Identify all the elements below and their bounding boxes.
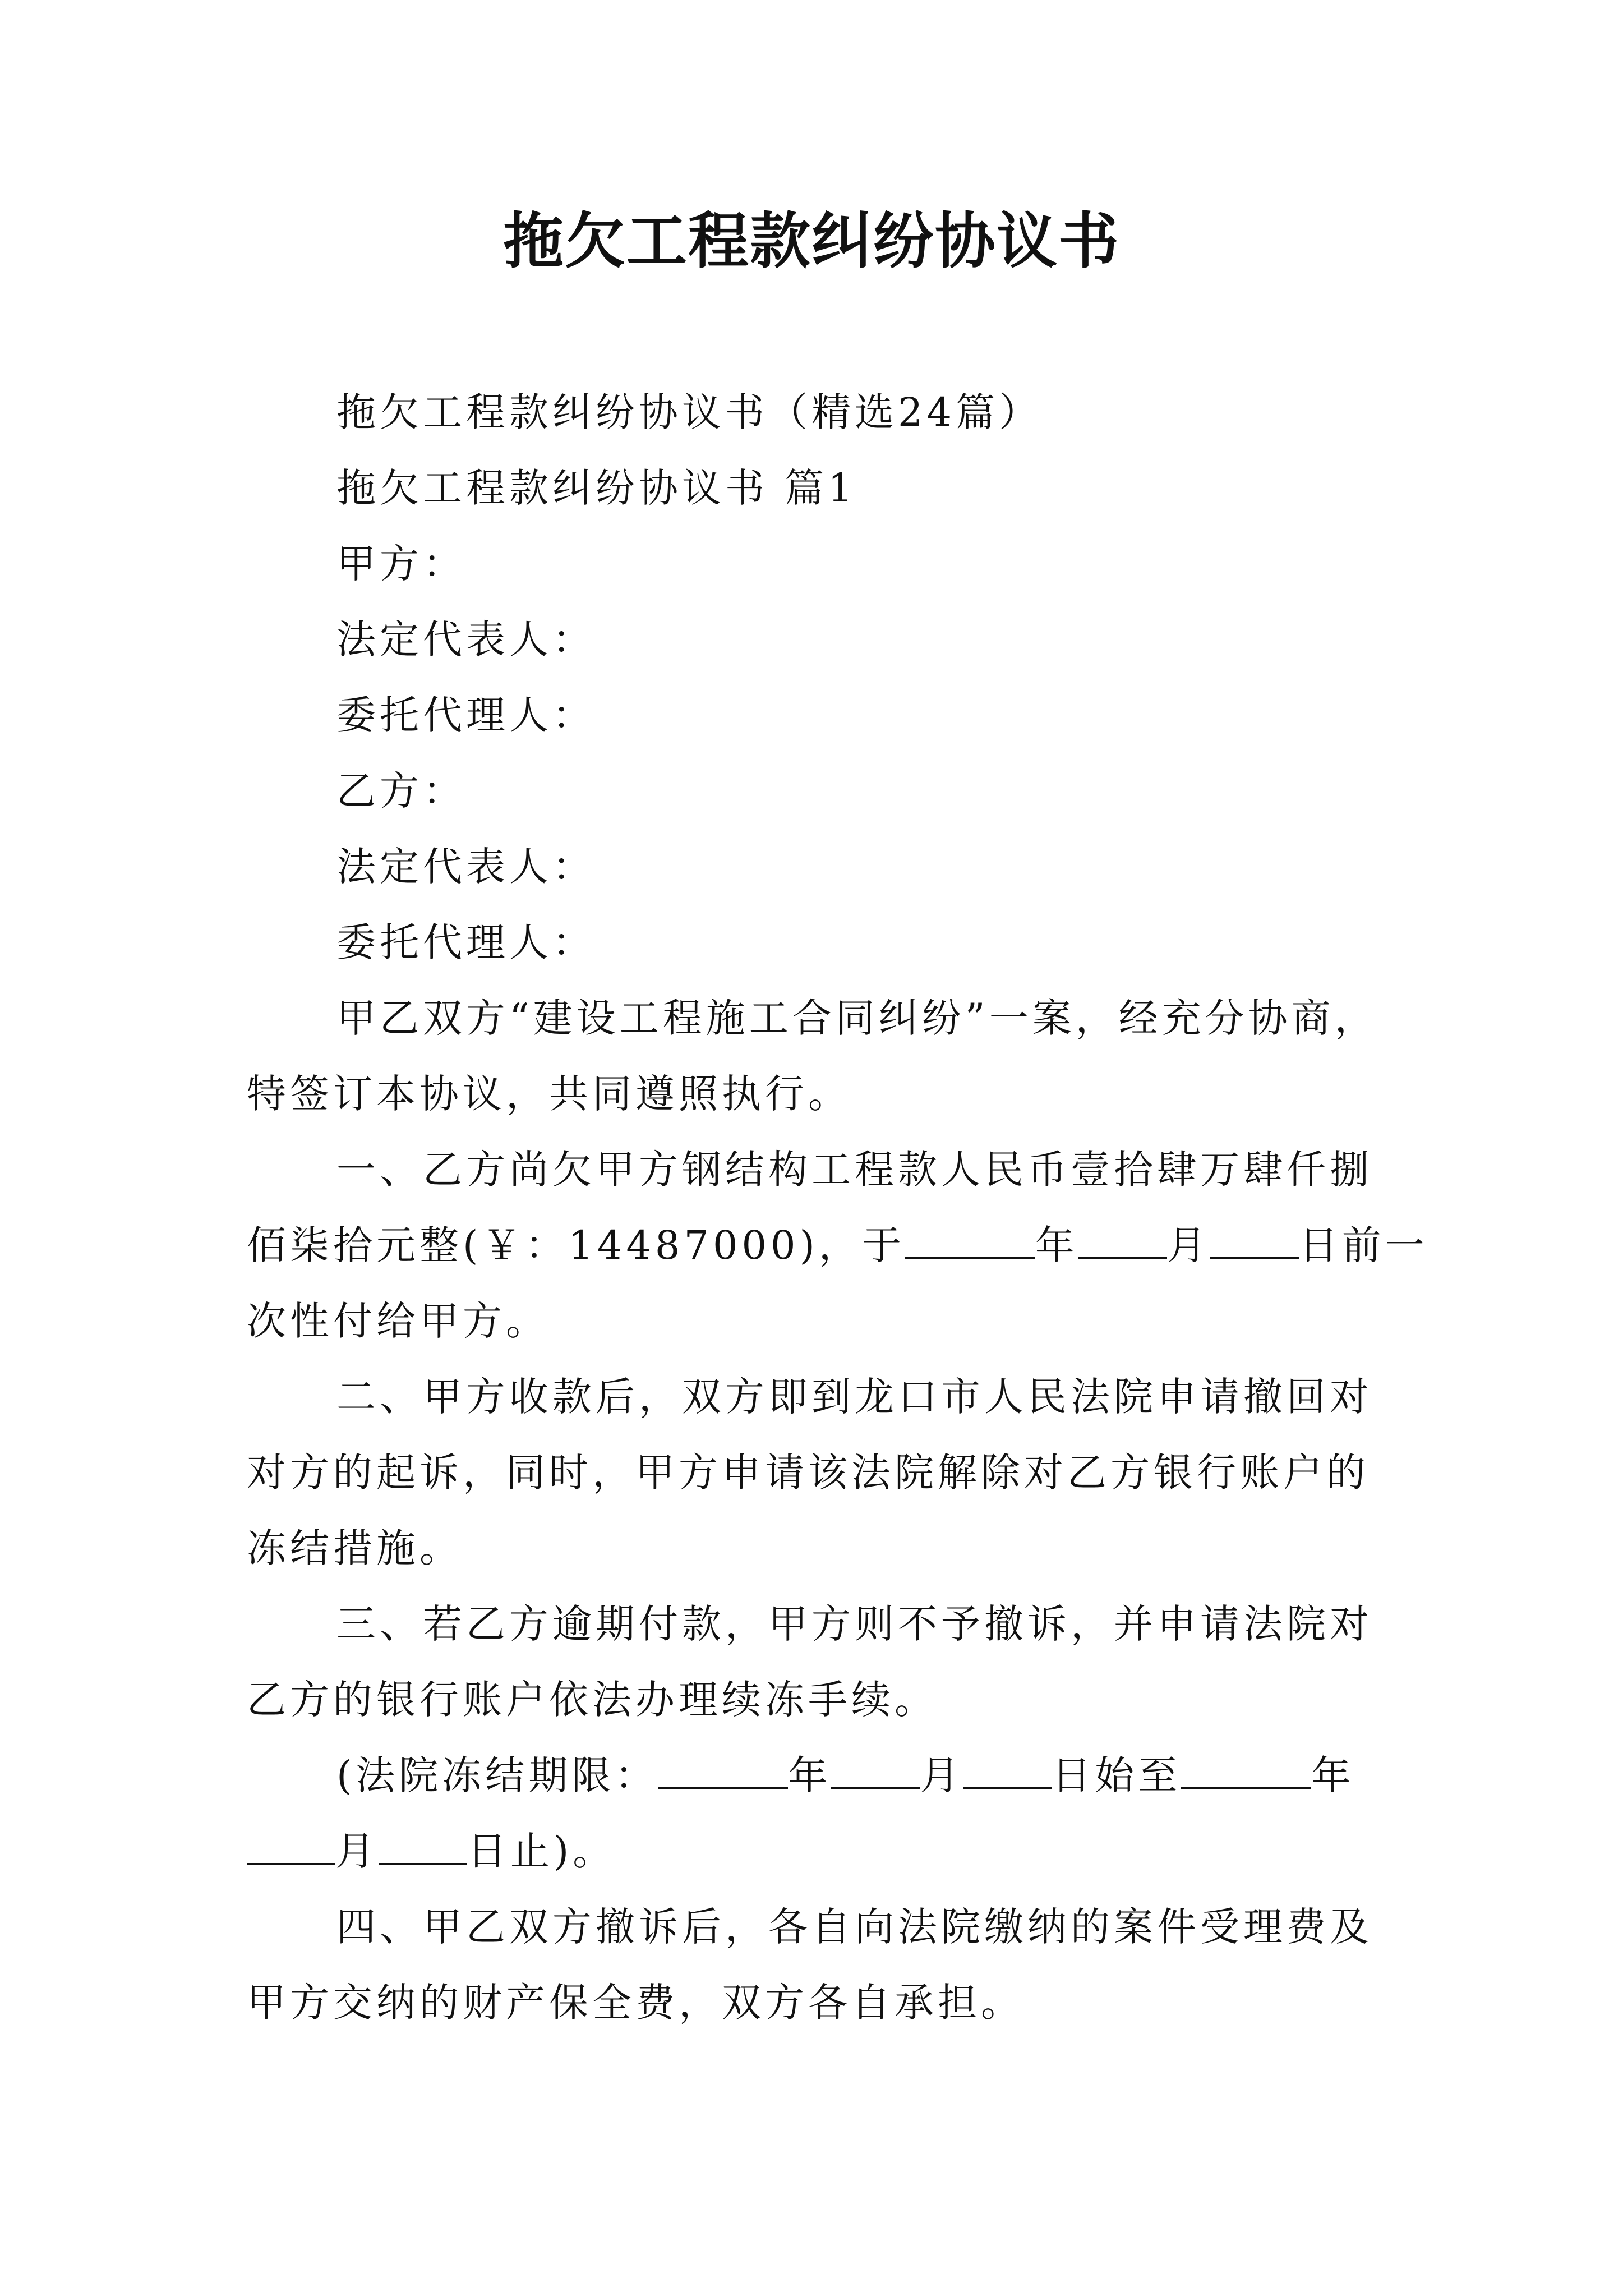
clause-2-line-3: 冻结措施。 xyxy=(247,1525,463,1571)
end-year-blank xyxy=(1181,1752,1311,1789)
clause-1-text: 佰柒拾元整(￥：14487000)，于 xyxy=(247,1222,905,1268)
end-day-label: 日止)。 xyxy=(467,1828,616,1874)
freeze-period-line-1 xyxy=(336,1747,1391,1803)
start-year-label: 年 xyxy=(788,1752,832,1798)
end-year-label: 年 xyxy=(1311,1752,1355,1798)
start-month-label: 月 xyxy=(920,1752,963,1798)
clause-2-line-2: 对方的起诉，同时，甲方申请该法院解除对乙方银行账户的 xyxy=(247,1450,1370,1496)
party-b-label: 乙方： xyxy=(336,768,466,814)
clause-1-line-1: 一、乙方尚欠甲方钢结构工程款人民币壹拾肆万肆仟捌 xyxy=(336,1147,1373,1193)
freeze-period-line-2 xyxy=(247,1823,1391,1879)
clause-3-line-2: 乙方的银行账户依法办理续冻手续。 xyxy=(247,1677,938,1723)
end-month-label: 月 xyxy=(335,1828,379,1874)
intro-paragraph-line-2: 特签订本协议，共同遵照执行。 xyxy=(247,1071,851,1117)
chapter-heading: 拖欠工程款纠纷协议书 篇1 xyxy=(336,465,857,511)
freeze-period-label: (法院冻结期限： xyxy=(336,1752,658,1798)
end-month-blank xyxy=(247,1828,335,1865)
start-day-blank xyxy=(963,1752,1052,1789)
month-label: 月 xyxy=(1166,1222,1210,1268)
start-month-blank xyxy=(831,1752,920,1789)
clause-1-line-2 xyxy=(247,1217,1428,1273)
year-label: 年 xyxy=(1035,1222,1078,1268)
clause-4-line-1: 四、甲乙双方撤诉后，各自向法院缴纳的案件受理费及 xyxy=(336,1904,1373,1950)
clause-3-line-1: 三、若乙方逾期付款，甲方则不予撤诉，并申请法院对 xyxy=(336,1601,1373,1647)
day-label: 日前一 xyxy=(1298,1222,1428,1268)
party-b-agent-label: 委托代理人： xyxy=(336,919,596,965)
clause-4-line-2: 甲方交纳的财产保全费，双方各自承担。 xyxy=(247,1980,1024,2026)
clause-2-line-1: 二、甲方收款后，双方即到龙口市人民法院申请撤回对 xyxy=(336,1374,1373,1420)
end-day-blank xyxy=(379,1828,467,1865)
start-year-blank xyxy=(658,1752,788,1789)
intro-paragraph-line-1: 甲乙双方“建设工程施工合同纠纷”一案，经充分协商， xyxy=(336,995,1378,1041)
document-title: 拖欠工程款纠纷协议书 xyxy=(502,206,1120,277)
clause-1-line-3: 次性付给甲方。 xyxy=(247,1298,549,1344)
party-a-agent-label: 委托代理人： xyxy=(336,692,596,738)
start-day-label: 日始至 xyxy=(1052,1752,1182,1798)
day-blank xyxy=(1210,1222,1299,1259)
year-blank xyxy=(905,1222,1035,1259)
document-subtitle: 拖欠工程款纠纷协议书（精选24篇） xyxy=(336,389,1043,435)
party-a-representative-label: 法定代表人： xyxy=(336,616,596,662)
party-a-label: 甲方： xyxy=(336,541,466,587)
month-blank xyxy=(1078,1222,1167,1259)
party-b-representative-label: 法定代表人： xyxy=(336,844,596,890)
